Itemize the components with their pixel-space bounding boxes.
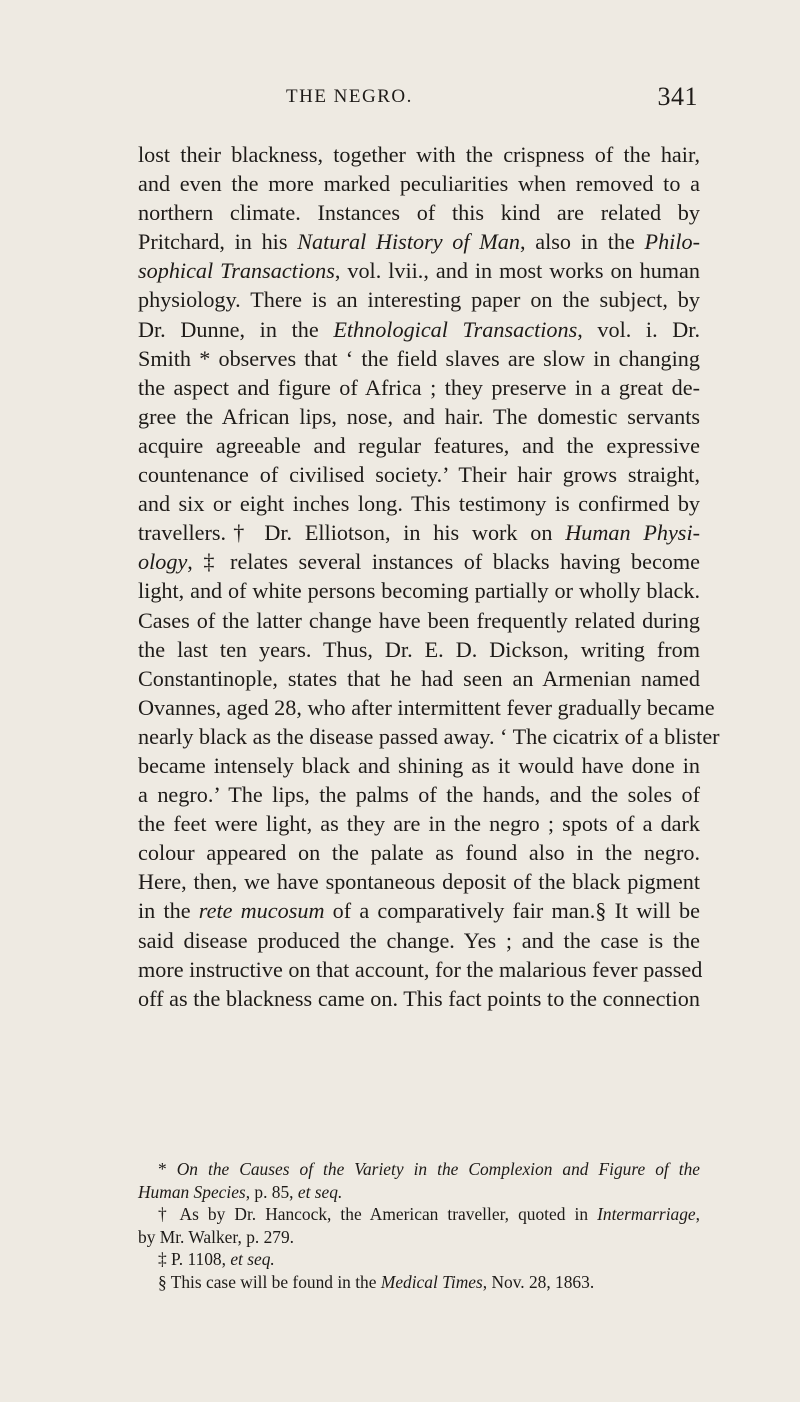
footnote-3: ‡ P. 1108, et seq. [158,1249,275,1270]
body-line: the aspect and figure of Africa ; they preserve in a great de- [138,374,700,400]
body-line: sophical Transactions, vol. lvii., and in most works on human [138,258,700,284]
body-line: and even the more marked peculiarities when removed to a [138,171,700,197]
body-line: Cases of the latter change have been frequently related during [138,607,700,633]
body-line: Ovannes, aged 28, who after intermittent fever gradually became [138,694,715,720]
body-line: northern climate. Instances of this kind are related by [138,200,700,226]
body-line: the feet were light, as they are in the negro ; spots of a dark [138,811,700,837]
body-line: gree the African lips, nose, and hair. The domestic servants [138,403,700,429]
body-line: Dr. Dunne, in the Ethnological Transactions, vol. i. Dr. [138,316,700,342]
footnote-1-cont: Human Species, p. 85, et seq. [138,1181,343,1202]
running-title: THE NEGRO. [286,86,413,107]
footnote-4: § This case will be found in the Medical Times, Nov. 28, 1863. [158,1271,595,1292]
body-line: Smith * observes that ‘ the field slaves are slow in changing [138,345,700,371]
body-line: light, and of white persons becoming partially or wholly black. [138,578,700,604]
body-line: the last ten years. Thus, Dr. E. D. Dickson, writing from [138,636,700,662]
body-line: countenance of civilised society.’ Their hair grows straight, [138,462,700,488]
body-line: ology, ‡ relates several instances of blacks having become [138,549,700,575]
page-number: 341 [657,82,698,111]
body-line: nearly black as the disease passed away. ‘ The cicatrix of a blister [138,723,720,749]
body-line: physiology. There is an interesting paper on the subject, by [138,287,700,313]
body-line: colour appeared on the palate as found also in the negro. [138,840,700,866]
body-line: a negro.’ The lips, the palms of the hands, and the soles of [138,782,700,808]
footnote-1: * On the Causes of the Variety in the Complexion and Figure of the [158,1159,701,1179]
body-line: travellers.† Dr. Elliotson, in his work on Human Physi- [138,520,700,546]
body-line: Pritchard, in his Natural History of Man, also in the Philo- [138,229,700,255]
body-line: off as the blackness came on. This fact points to the connection [138,985,700,1011]
body-line: Constantinople, states that he had seen an Armenian named [138,665,700,691]
body-line: said disease produced the change. Yes ; and the case is the [138,927,700,953]
body-line: more instructive on that account, for the malarious fever passed [138,956,703,982]
body-line: in the rete mucosum of a comparatively fair man.§ It will be [138,898,700,924]
footnotes [138,1158,700,1294]
body-line: became intensely black and shining as it would have done in [138,752,700,778]
body-line: acquire agreeable and regular features, and the expressive [138,432,700,458]
body-line: Here, then, we have spontaneous deposit of the black pigment [138,869,700,895]
running-head [138,82,698,112]
body-line: and six or eight inches long. This testimony is confirmed by [138,491,700,517]
body-line: lost their blackness, together with the crispness of the hair, [138,142,700,167]
footnote-2: † As by Dr. Hancock, the American traveller, quoted in Intermarriage, [158,1204,700,1225]
body-text [138,140,720,1013]
footnote-2-cont: by Mr. Walker, p. 279. [138,1226,295,1247]
